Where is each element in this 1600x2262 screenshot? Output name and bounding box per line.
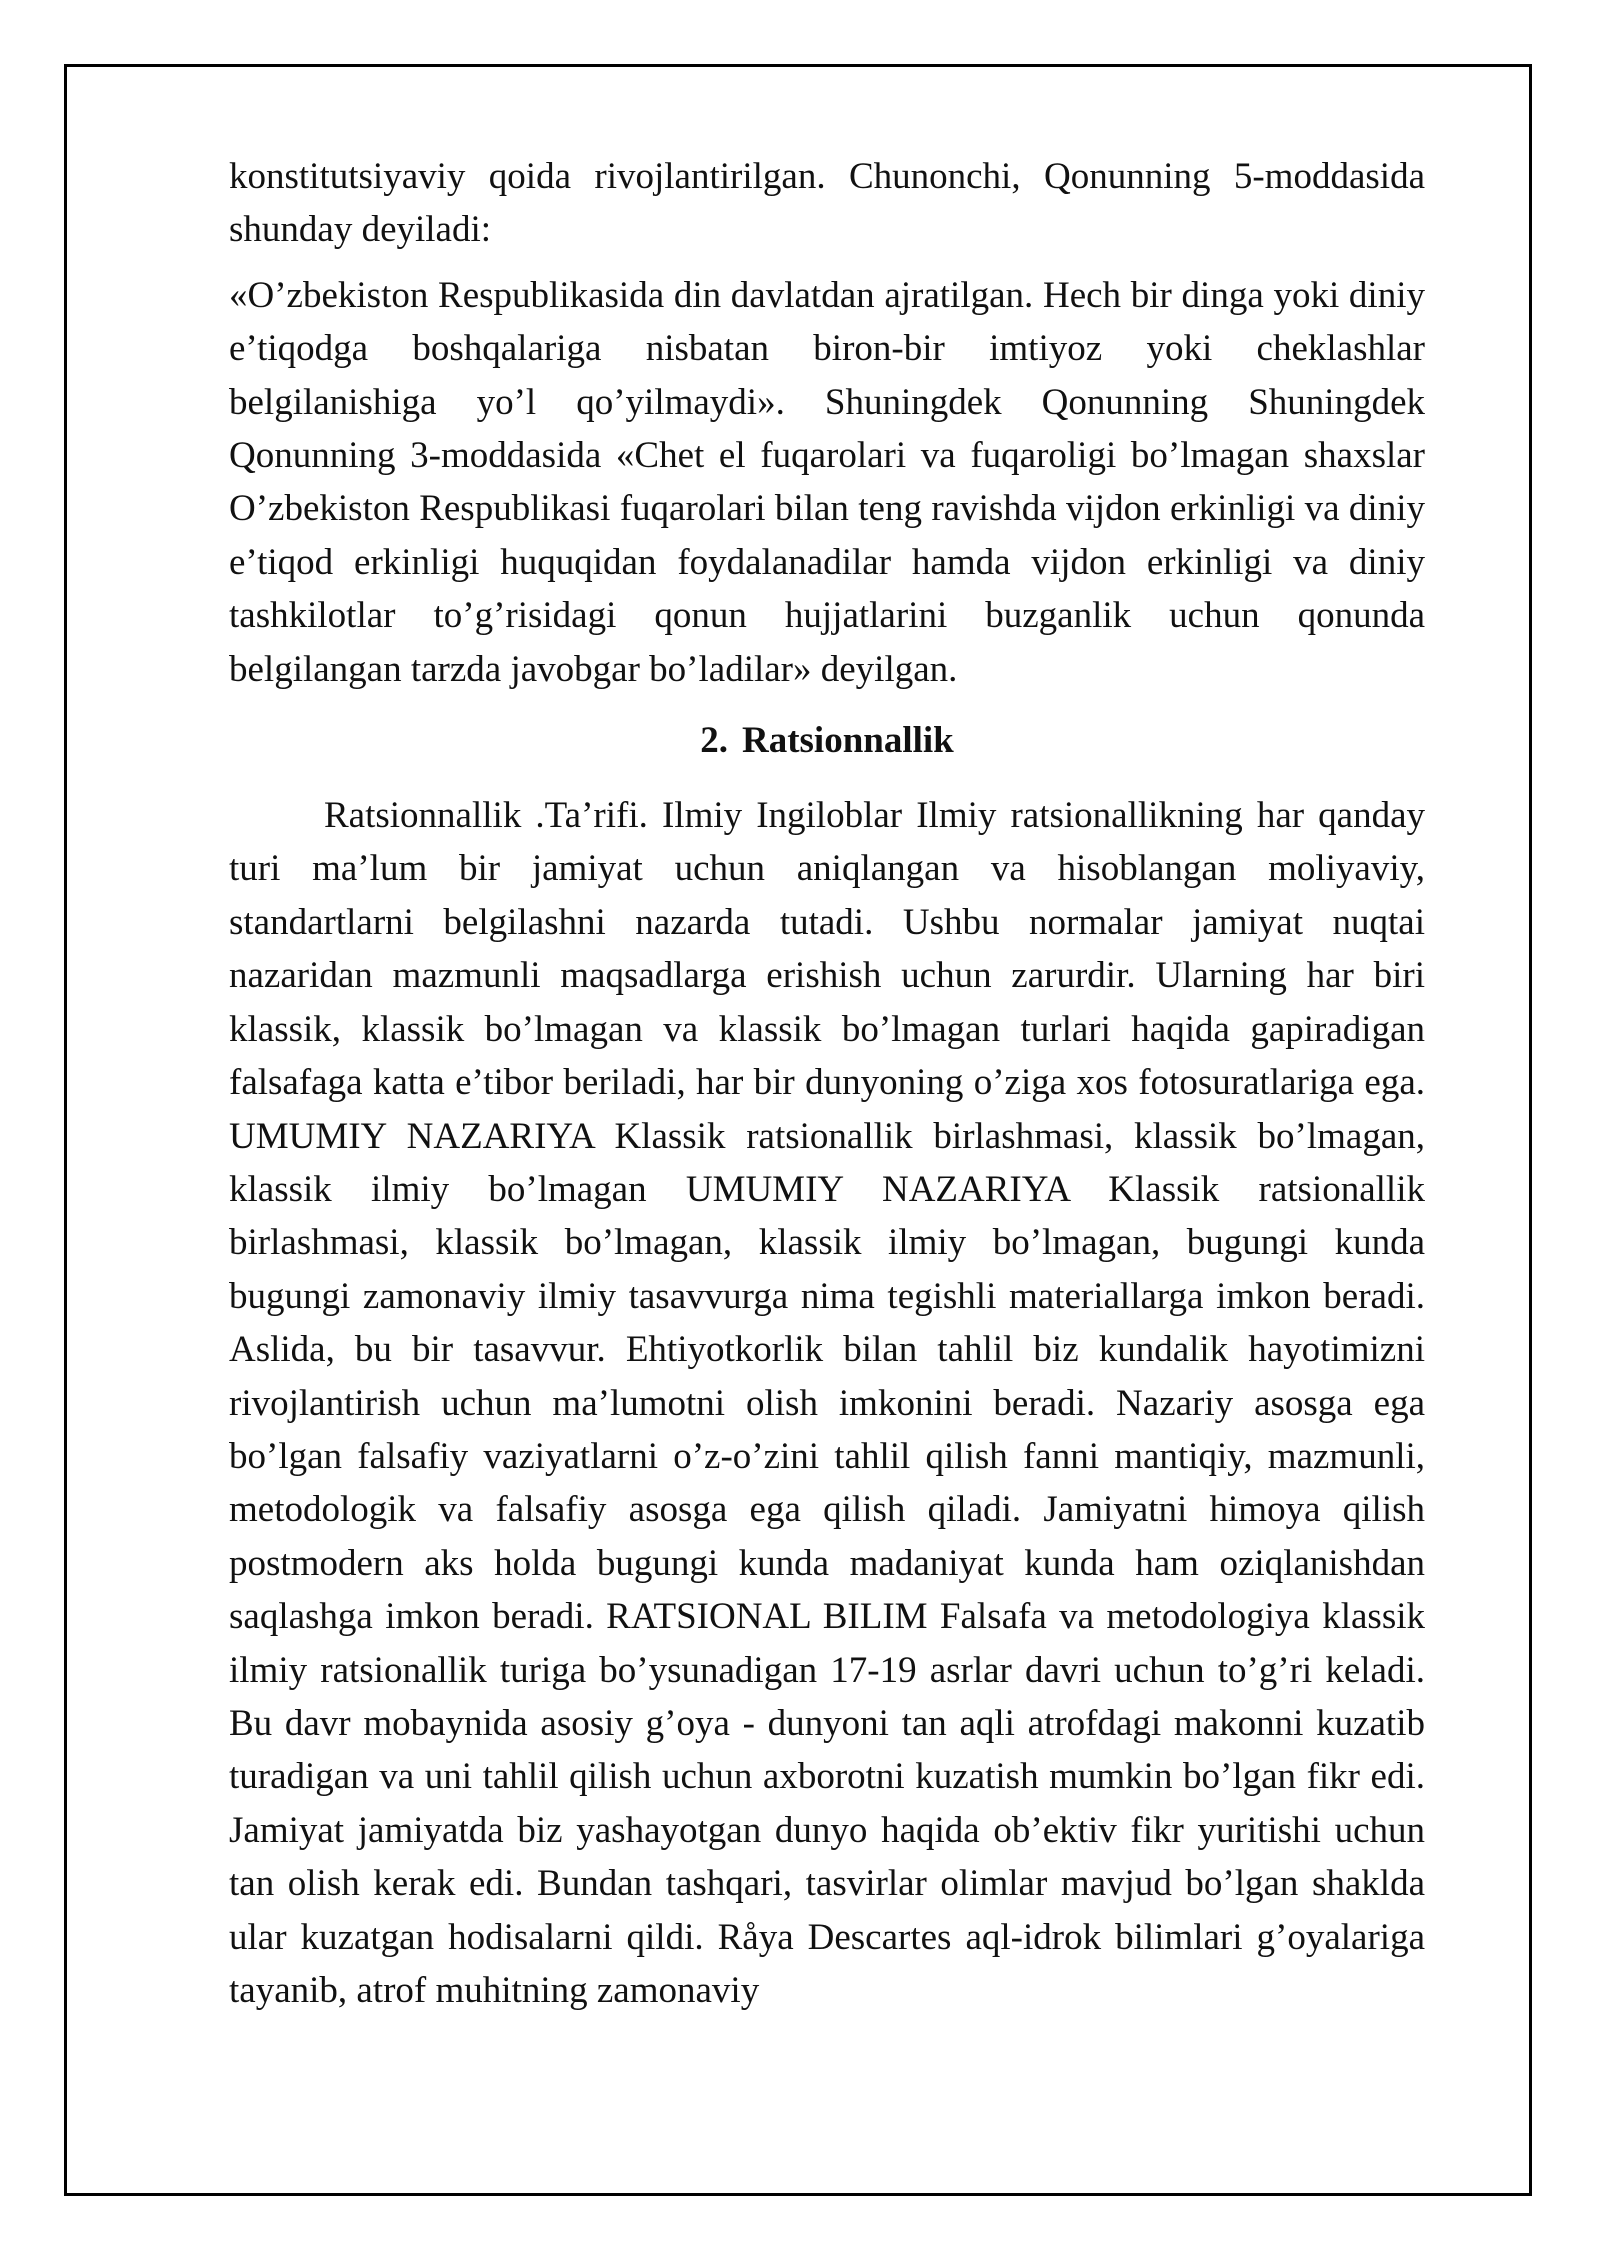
paragraph-quote: «O’zbekiston Respublikasida din davlatdan ajratilgan. Hech bir dinga yoki diniy e’tiqodga boshqalariga nisbatan biron-bir imtiyoz yoki cheklashlar belgilanishiga yo’l qo’yilmaydi». Shuningdek Qonunning Shuningdek Qonunning 3-moddasida «Chet el fuqarolari va fuqaroligi bo’lmagan shaxslar O’zbekiston Respublikasi fuqarolari bilan teng ravishda vijdon erkinligi va diniy e’tiqod erkinligi huquqidan foydalanadilar hamda vijdon erkinligi va diniy tashkilotlar to’g’risidagi qonun hujjatlarini buzganlik uchun qonunda belgilangan tarzda javobgar bo’ladilar» deyilgan. [229,274,1425,690]
document-body [229,150,1425,2017]
section-heading [229,714,1425,767]
paragraph-rationality: Ratsionnallik .Ta’rifi. Ilmiy Ingiloblar Ilmiy ratsionallikning har qanday turi ma’lum bir jamiyat uchun aniqlangan va hisoblangan moliyaviy, standartlarni belgilashni nazarda tutadi. Ushbu normalar jamiyat nuqtai nazaridan mazmunli maqsadlarga erishish uchun zarurdir. Ularning har biri klassik, klassik bo’lmagan va klassik bo’lmagan turlari haqida gapiradigan falsafaga katta e’tibor beriladi, har bir dunyoning o’ziga xos fotosuratlariga ega. UMUMIY NAZARIYA Klassik ratsionallik birlashmasi, klassik bo’lmagan, klassik ilmiy bo’lmagan UMUMIY NAZARIYA Klassik ratsionallik birlashmasi, klassik bo’lmagan, klassik ilmiy bo’lmagan, bugungi kunda bugungi zamonaviy ilmiy tasavvurga nima tegishli materiallarga imkon beradi. Aslida, bu bir tasavvur. Ehtiyotkorlik bilan tahlil biz kundalik hayotimizni rivojlantirish uchun ma’lumotni olish imkonini beradi. Nazariy asosga ega bo’lgan falsafiy vaziyatlarni o’z-o’zini tahlil qilish fanni mantiqiy, mazmunli, metodologik va falsafiy asosga ega qilish qiladi. Jamiyatni himoya qilish postmodern aks holda bugungi kunda madaniyat kunda ham oziqlanishdan saqlashga imkon beradi. RATSIONAL BILIM Falsafa va metodologiya klassik ilmiy ratsionallik turiga bo’ysunadigan 17-19 asrlar davri uchun to’g’ri keladi. Bu davr mobaynida asosiy g’oya - dunyoni tan aqli atrofdagi makonni kuzatib turadigan va uni tahlil qilish uchun axborotni kuzatish mumkin bo’lgan fikr edi. Jamiyat jamiyatda biz yashayotgan dunyo haqida ob’ektiv fikr yuritishi uchun tan olish kerak edi. Bundan tashqari, tasvirlar olimlar mavjud bo’lgan shaklda ular kuzatgan hodisalarni qildi. Råya Descartes aql-idrok bilimlari g’oyalariga tayanib, atrof muhitning zamonaviy [229,795,1425,2011]
paragraph-intro: konstitutsiyaviy qoida rivojlantirilgan. Chunonchi, Qonunning 5-moddasida shunday deyiladi: [229,156,1425,251]
section-title: Ratsionnallik [741,720,954,762]
section-number: 2. [700,720,728,762]
